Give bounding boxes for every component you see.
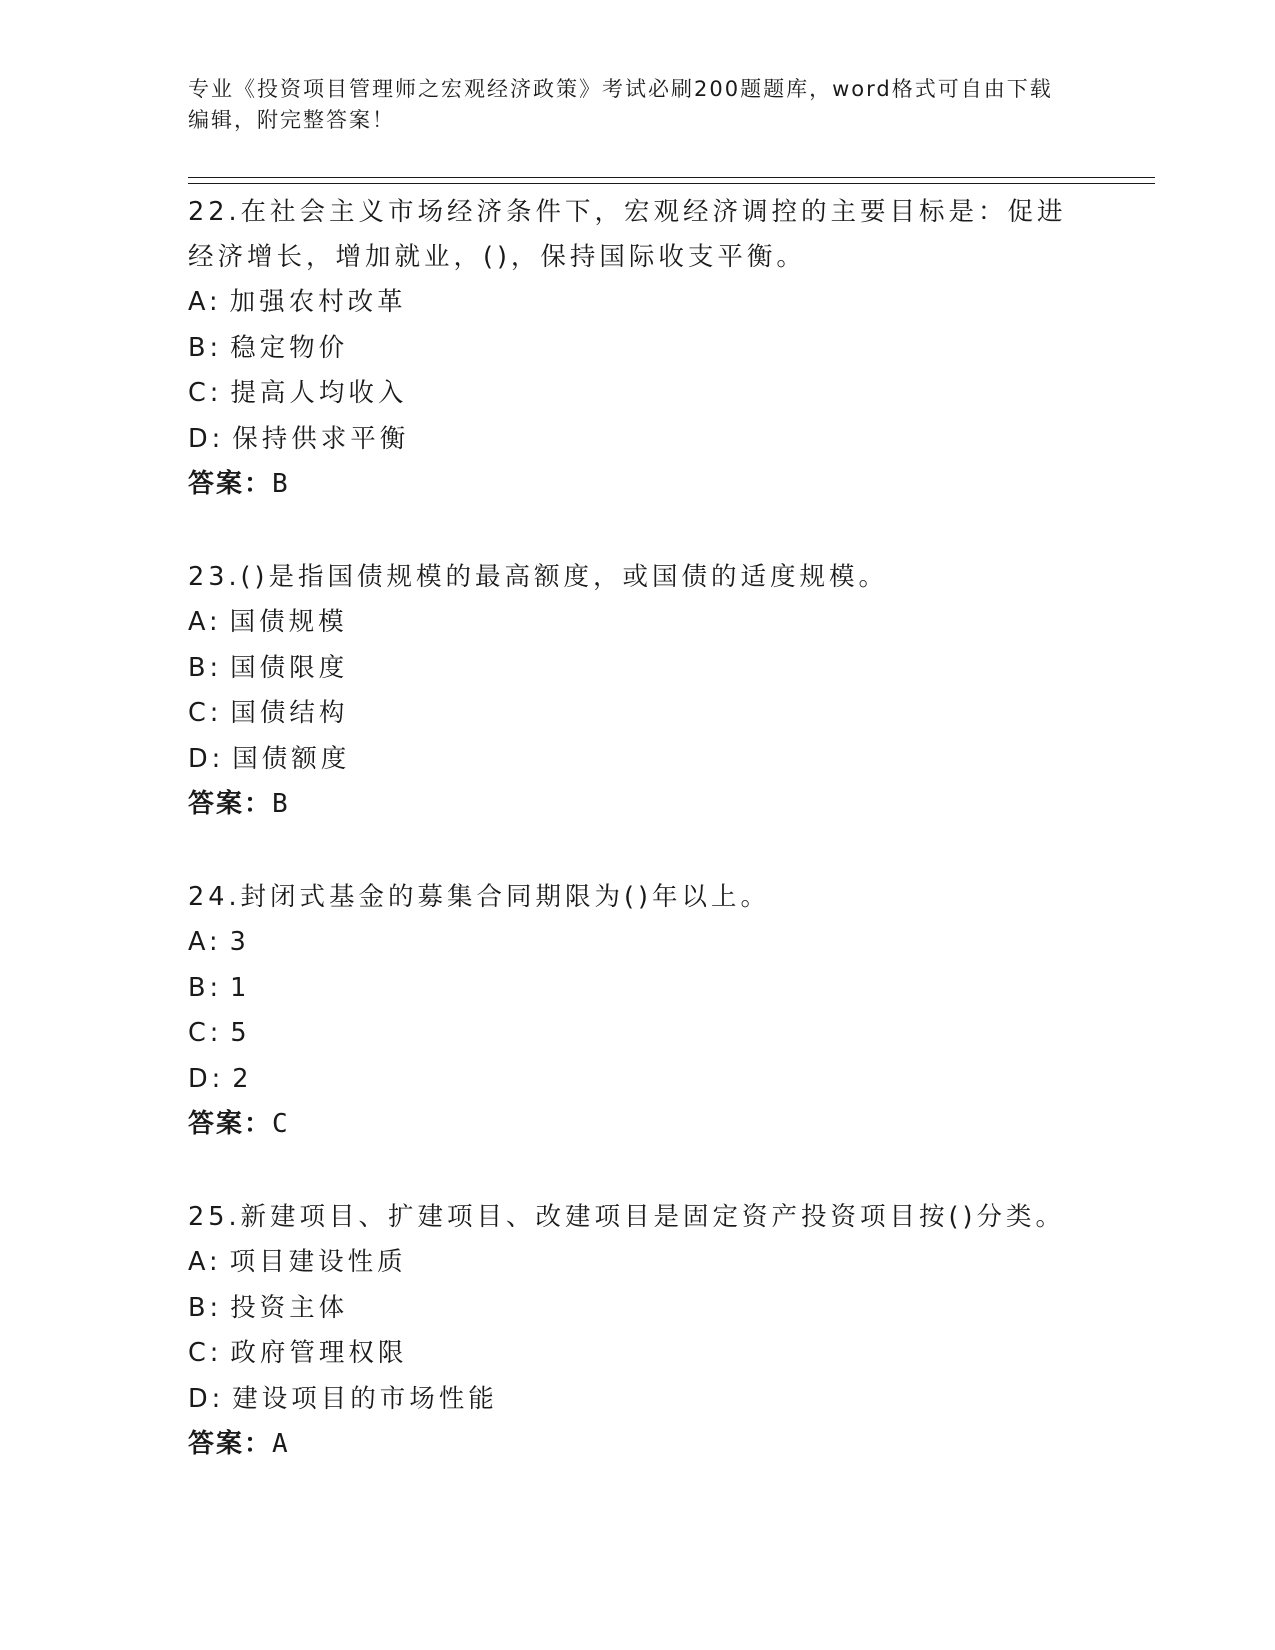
question-23 <box>188 555 1088 827</box>
option-text: 提高人均收入 <box>230 378 408 408</box>
option-c <box>188 691 1088 737</box>
answer <box>188 1422 1088 1467</box>
answer <box>188 462 1088 507</box>
option-c <box>188 1011 1088 1057</box>
question-24 <box>188 875 1088 1147</box>
option-key: C: <box>188 378 223 408</box>
option-text: 2 <box>232 1063 253 1094</box>
question-stem: 25.新建项目、扩建项目、改建项目是固定资产投资项目按()分类。 <box>188 1202 1065 1232</box>
option-text: 5 <box>230 1018 251 1048</box>
answer-value: B <box>272 789 290 819</box>
option-a <box>188 920 1088 966</box>
option-text: 投资主体 <box>230 1292 349 1323</box>
answer-value: A <box>272 1429 290 1459</box>
option-b <box>188 1286 1088 1332</box>
answer-value: B <box>272 469 290 499</box>
option-c <box>188 1331 1088 1377</box>
option-text: 国债规模 <box>229 607 348 637</box>
question-stem: 22.在社会主义市场经济条件下，宏观经济调控的主要目标是：促进经济增长，增加就业，()，保持国际收支平衡。 <box>188 197 1067 272</box>
option-d <box>188 417 1088 463</box>
option-key: A: <box>188 927 222 957</box>
option-key: D: <box>188 423 225 454</box>
option-key: B: <box>188 652 223 683</box>
document-header: 专业《投资项目管理师之宏观经济政策》考试必刷200题题库，word格式可自由下载编辑，附完整答案！ <box>188 77 1053 132</box>
option-text: 国债额度 <box>232 743 351 774</box>
option-text: 加强农村改革 <box>229 287 407 317</box>
option-text: 政府管理权限 <box>230 1338 408 1368</box>
option-key: D: <box>188 743 225 774</box>
option-key: C: <box>188 698 223 728</box>
option-key: A: <box>188 607 222 637</box>
option-text: 稳定物价 <box>230 332 349 363</box>
question-stem: 24.封闭式基金的募集合同期限为()年以上。 <box>188 882 770 912</box>
option-key: D: <box>188 1063 225 1094</box>
answer-label: 答案： <box>188 1109 273 1139</box>
option-key: D: <box>188 1383 225 1414</box>
option-text: 国债结构 <box>230 698 349 728</box>
option-d <box>188 1377 1088 1423</box>
option-text: 3 <box>229 927 250 957</box>
answer-value: C <box>272 1109 290 1139</box>
option-key: A: <box>188 1247 222 1277</box>
question-22 <box>188 190 1088 507</box>
question-25 <box>188 1195 1088 1467</box>
option-text: 建设项目的市场性能 <box>232 1383 498 1414</box>
answer <box>188 1102 1088 1147</box>
option-text: 1 <box>230 972 251 1003</box>
answer <box>188 782 1088 827</box>
option-text: 保持供求平衡 <box>232 423 410 454</box>
question-list <box>188 190 1088 1515</box>
question-stem: 23.()是指国债规模的最高额度，或国债的适度规模。 <box>188 562 888 592</box>
option-a <box>188 280 1088 326</box>
answer-label: 答案： <box>188 469 273 499</box>
option-key: B: <box>188 332 223 363</box>
option-d <box>188 1057 1088 1103</box>
option-key: A: <box>188 287 222 317</box>
header-rule-top <box>188 177 1155 178</box>
option-key: B: <box>188 972 223 1003</box>
header-rule-bottom <box>188 183 1155 184</box>
answer-label: 答案： <box>188 1429 273 1459</box>
option-a <box>188 600 1088 646</box>
answer-label: 答案： <box>188 789 273 819</box>
option-key: C: <box>188 1018 223 1048</box>
option-d <box>188 737 1088 783</box>
option-a <box>188 1240 1088 1286</box>
option-c <box>188 371 1088 417</box>
option-b <box>188 966 1088 1012</box>
option-b <box>188 326 1088 372</box>
option-key: B: <box>188 1292 223 1323</box>
option-text: 项目建设性质 <box>229 1247 407 1277</box>
option-key: C: <box>188 1338 223 1368</box>
option-text: 国债限度 <box>230 652 349 683</box>
option-b <box>188 646 1088 692</box>
